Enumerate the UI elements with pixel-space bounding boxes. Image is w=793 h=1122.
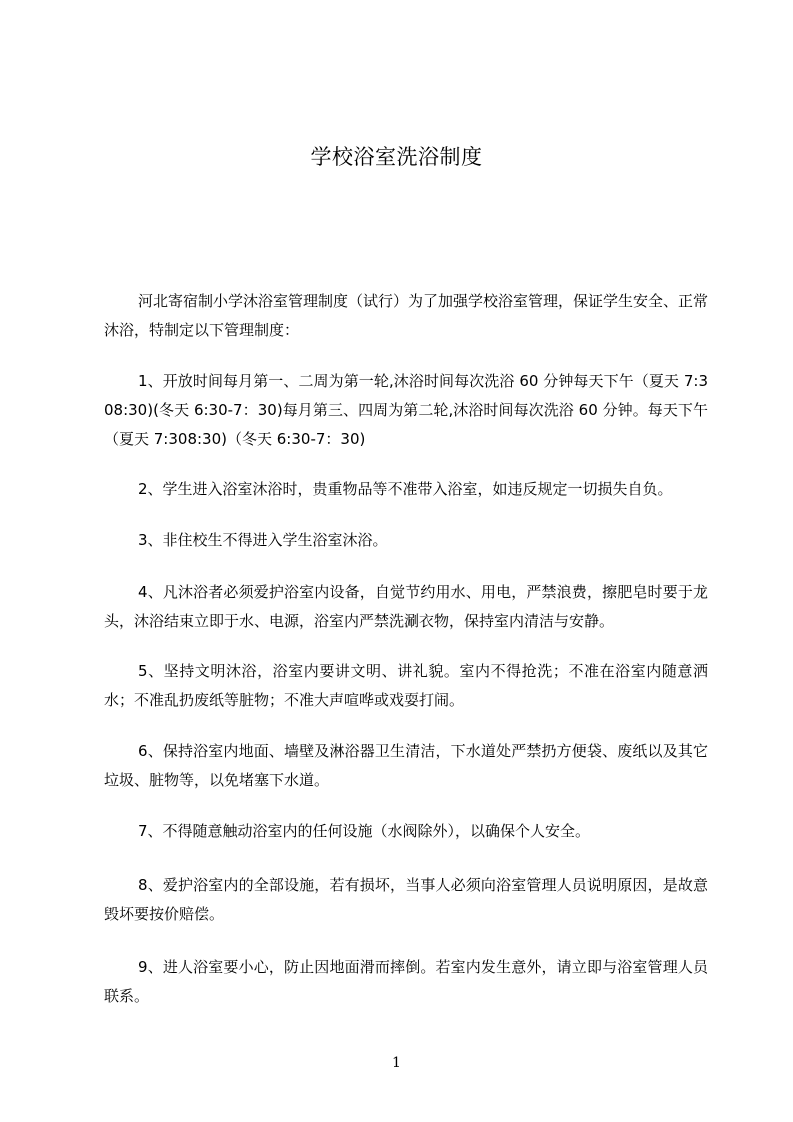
rule-6-paragraph: 6、保持浴室内地面、墙壁及淋浴器卫生清洁，下水道处严禁扔方便袋、废纸以及其它垃圾、脏物等，以免堵塞下水道。 (104, 742, 708, 789)
document-title: 学校浴室洗浴制度 (310, 145, 483, 169)
rule-7-paragraph: 7、不得随意触动浴室内的任何设施（水阀除外），以确保个人安全。 (138, 822, 591, 840)
intro-paragraph: 河北寄宿制小学沐浴室管理制度（试行）为了加强学校浴室管理，保证学生安全、正常沐浴，特制定以下管理制度： (104, 292, 709, 339)
rule-4-paragraph: 4、凡沐浴者必须爱护浴室内设备，自觉节约用水、用电，严禁浪费，擦肥皂时要于龙头，沐浴结束立即于水、电源，浴室内严禁洗涮衣物，保持室内清洁与安静。 (104, 583, 708, 630)
rule-8-paragraph: 8、爱护浴室内的全部设施，若有损坏，当事人必须向浴室管理人员说明原因，是故意毁坏要按价赔偿。 (104, 876, 708, 923)
rule-9-paragraph: 9、进人浴室要小心，防止因地面滑而摔倒。若室内发生意外，请立即与浴室管理人员联系。 (104, 958, 708, 1005)
rule-3-paragraph: 3、非住校生不得进入学生浴室沐浴。 (138, 531, 388, 549)
rule-1-paragraph: 1、开放时间每月第一、二周为第一轮,沐浴时间每次洗浴 60 分钟每天下午（夏天 7:308:30)(冬天 6:30-7：30)每月第三、四周为第二轮,沐浴时间每次洗浴 60 分钟。每天下午（夏天 7:308:30)（冬天 6:30-7：30) (104, 372, 708, 448)
page-number: 1 (392, 1055, 401, 1071)
rule-5-paragraph: 5、坚持文明沐浴，浴室内要讲文明、讲礼貌。室内不得抢洗；不准在浴室内随意洒水；不准乱扔废纸等脏物；不准大声喧哗或戏耍打闹。 (104, 662, 708, 709)
rule-2-paragraph: 2、学生进入浴室沐浴时，贵重物品等不准带入浴室，如违反规定一切损失自负。 (138, 480, 673, 498)
